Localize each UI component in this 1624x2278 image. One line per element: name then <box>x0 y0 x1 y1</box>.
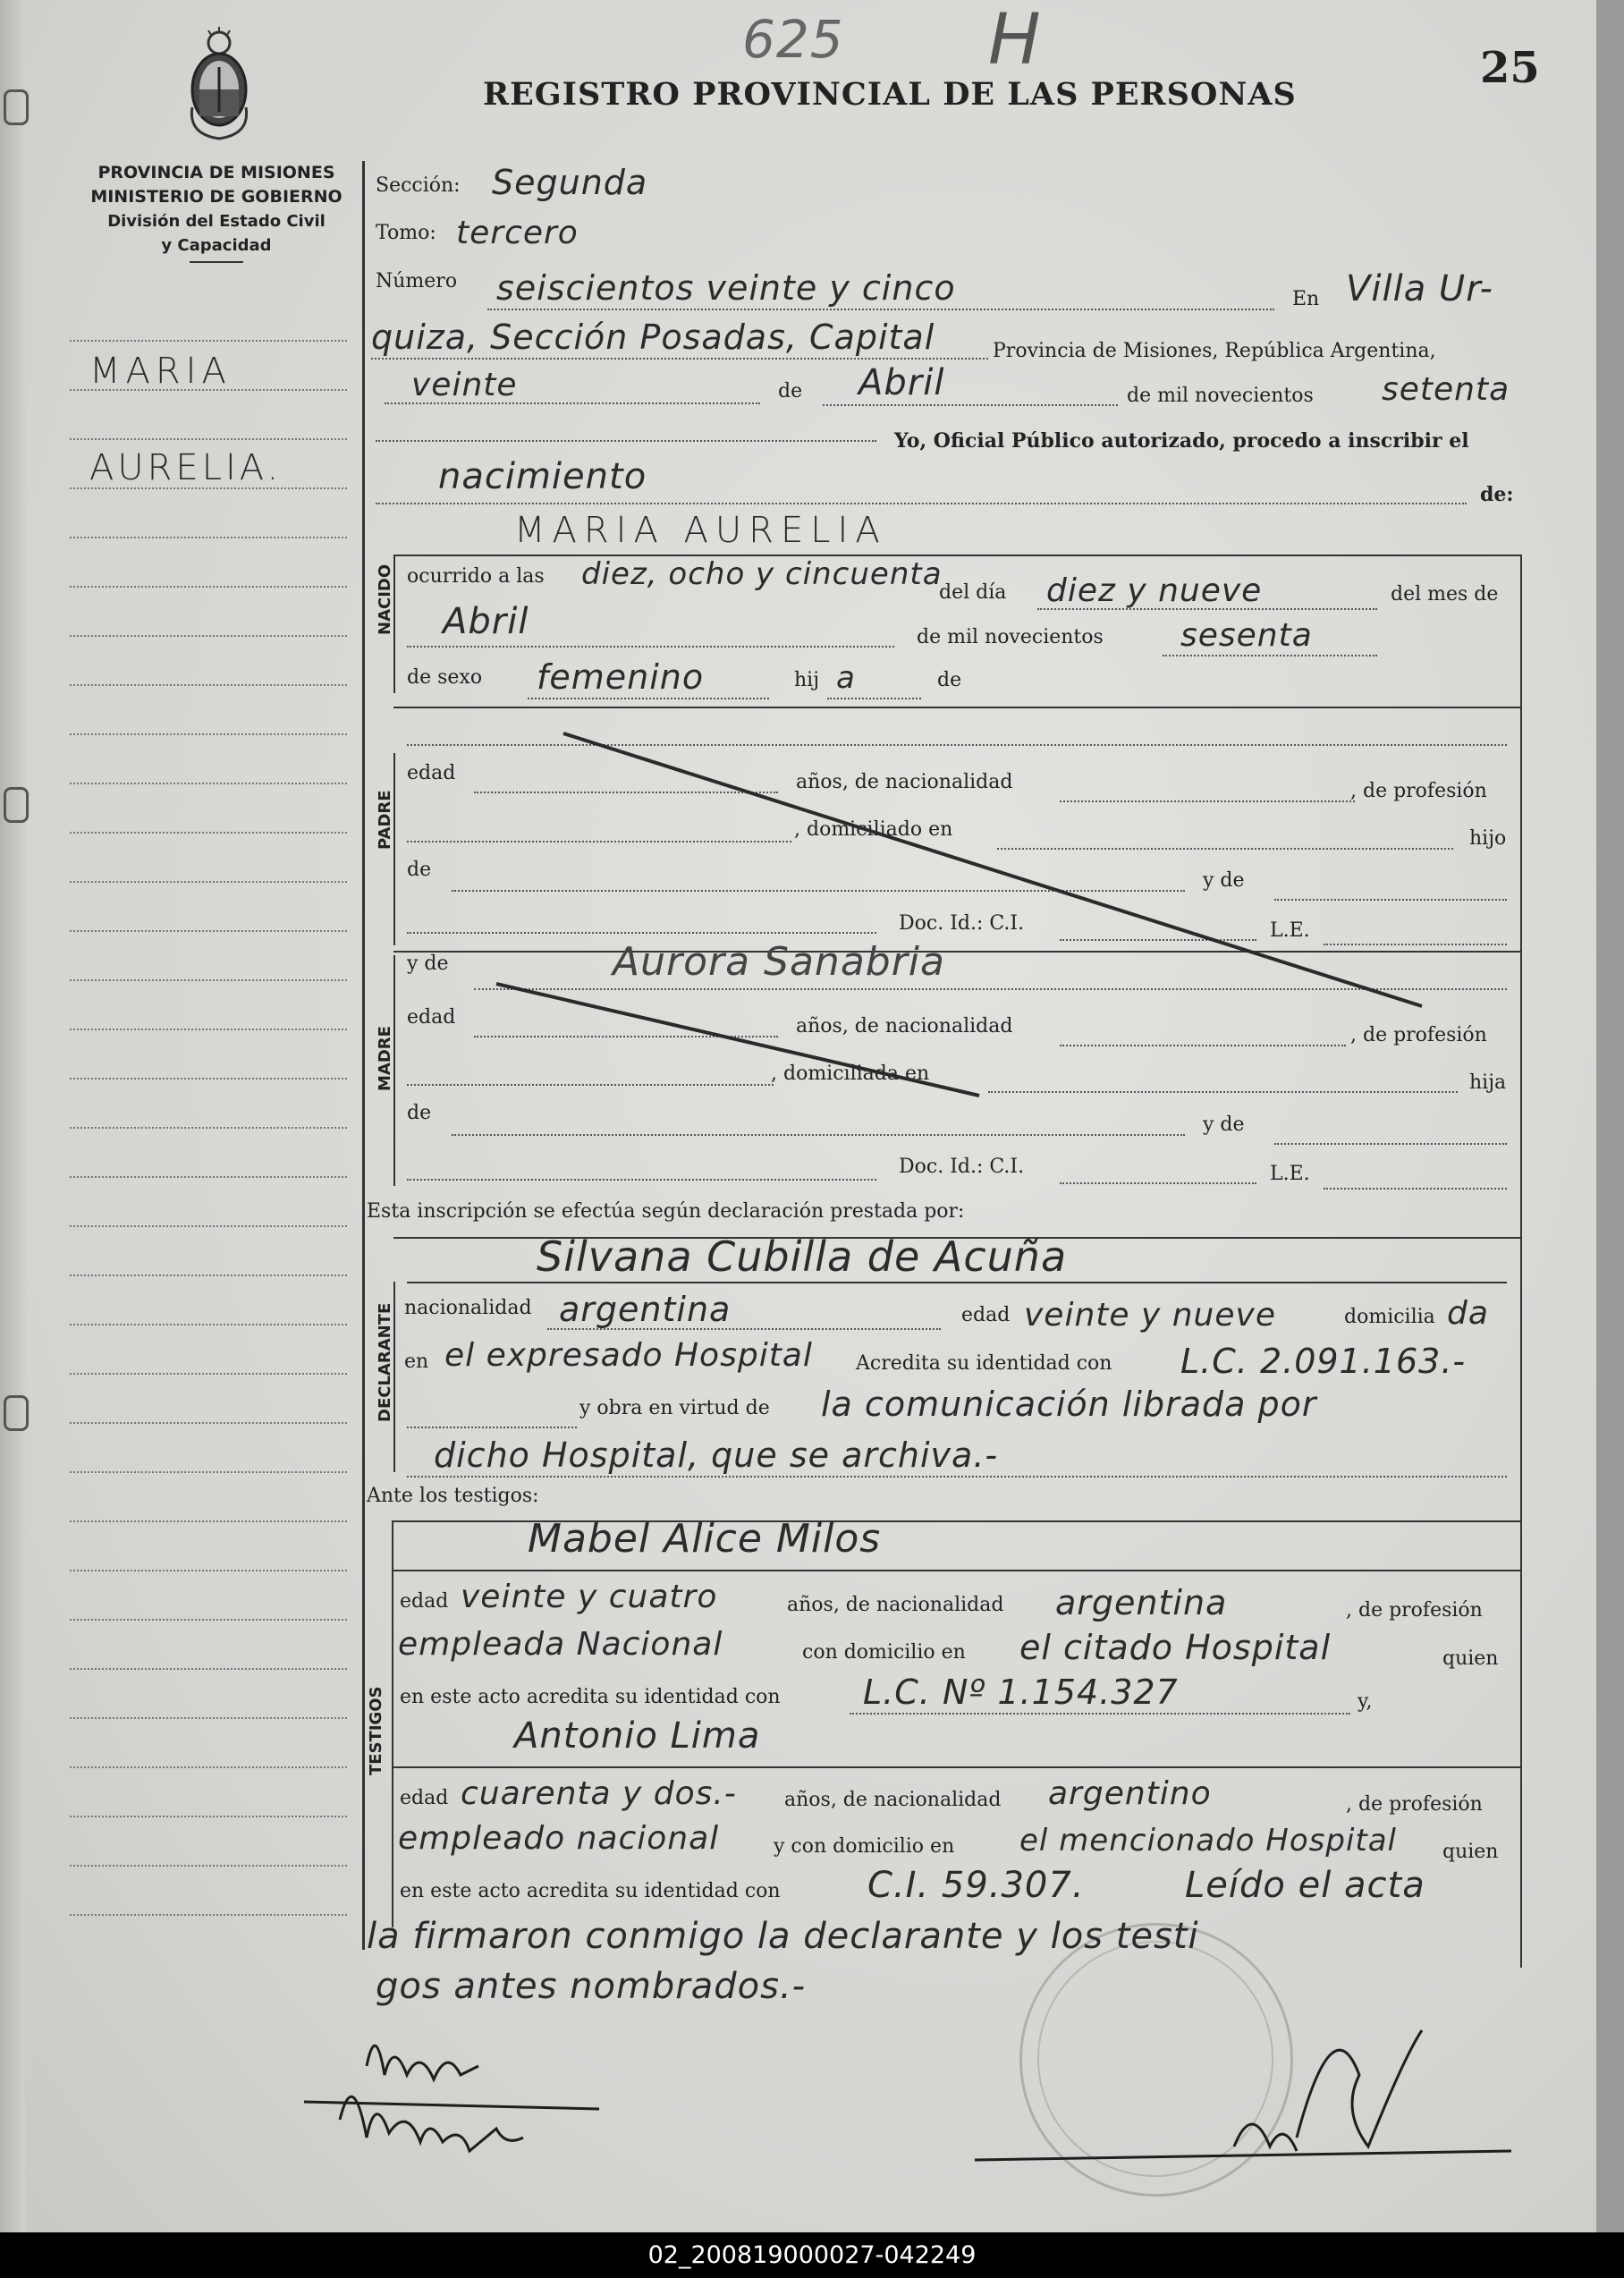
numero-value: seiscientos veinte y cinco <box>496 268 956 308</box>
padre-le-label: L.E. <box>1270 919 1310 942</box>
office-line: y Capacidad <box>161 236 272 255</box>
testigo2-domicilio: el mencionado Hospital <box>1019 1823 1397 1859</box>
de-nac-label: de <box>937 669 962 691</box>
padre-de-label: de <box>407 859 432 881</box>
madre-y-de2-label: y de <box>1203 1114 1245 1136</box>
testigo1-domicilio: el citado Hospital <box>1019 1628 1332 1667</box>
tomo-value: tercero <box>456 215 579 251</box>
declarante-edad: veinte y nueve <box>1024 1297 1276 1334</box>
madre-edad-label: edad <box>407 1006 456 1029</box>
obra-label: y obra en virtud de <box>579 1397 770 1419</box>
padre-domiciliado-label: , domiciliado en <box>794 818 953 841</box>
anio-label: de mil novecientos <box>1127 385 1314 407</box>
dia-value: veinte <box>411 367 518 403</box>
sexo-label: de sexo <box>407 666 483 689</box>
office-line: División del Estado Civil <box>107 212 326 231</box>
cierre-3: gos antes nombrados.- <box>376 1966 807 2007</box>
t2-quien-label: quien <box>1442 1841 1499 1863</box>
testigo1-nombre: Mabel Alice Milos <box>528 1516 882 1562</box>
padre-y-de-label: y de <box>1203 869 1245 892</box>
madre-doc-label: Doc. Id.: C.I. <box>899 1156 1025 1178</box>
t1-profesion-label: , de profesión <box>1346 1599 1483 1622</box>
dia-nac: diez y nueve <box>1046 572 1263 609</box>
page-title: REGISTRO PROVINCIAL DE LAS PERSONAS <box>483 76 1297 113</box>
declarante-domicilio: el expresado Hospital <box>444 1337 813 1374</box>
cierre-1: Leído el acta <box>1185 1865 1425 1906</box>
page-edge <box>1596 0 1624 2232</box>
t1-acredita-label: en este acto acredita su identidad con <box>400 1686 781 1708</box>
t2-edad-label: edad <box>400 1787 449 1809</box>
office-line: MINISTERIO DE GOBIERNO <box>90 187 343 207</box>
page-number: 25 <box>1480 43 1540 93</box>
declarante-label: DECLARANTE <box>376 1302 394 1422</box>
margin-name: MARIA <box>89 351 232 392</box>
testigo1-edad: veinte y cuatro <box>461 1579 718 1615</box>
padre-label: PADRE <box>376 790 394 850</box>
margin-name: AURELIA. <box>89 447 283 488</box>
del-mes-label: del mes de <box>1391 583 1499 605</box>
anio-nac: sesenta <box>1180 617 1313 654</box>
de-colon: de: <box>1480 483 1514 506</box>
lugar-value-cont: quiza, Sección Posadas, Capital <box>371 318 935 357</box>
t2-acredita-label: en este acto acredita su identidad con <box>400 1880 781 1902</box>
en-label: En <box>1292 288 1320 310</box>
t1-edad-label: edad <box>400 1590 449 1613</box>
de-label: de <box>778 380 803 402</box>
testigo1-profesion: empleada Nacional <box>398 1626 723 1663</box>
domicilia-label: domicilia <box>1344 1306 1435 1328</box>
signature-official <box>1234 2030 1422 2151</box>
signatures <box>295 2003 1565 2218</box>
padre-doc-label: Doc. Id.: C.I. <box>899 912 1025 935</box>
madre-hija-label: hija <box>1469 1071 1507 1094</box>
tomo-label: Tomo: <box>376 222 436 244</box>
sexo-value: femenino <box>537 657 705 697</box>
hij-suffix: a <box>836 660 856 696</box>
oficial-text: Yo, Oficial Público autorizado, procedo a inscribir el <box>894 429 1469 453</box>
t1-anos-label: años, de nacionalidad <box>787 1594 1004 1616</box>
seccion-label: Sección: <box>376 174 461 197</box>
anio-nac-label: de mil novecientos <box>917 626 1104 648</box>
testigos-intro: Ante los testigos: <box>367 1485 539 1507</box>
madre-anos-label: años, de nacionalidad <box>796 1015 1013 1037</box>
testigo2-documento: C.I. 59.307. <box>867 1865 1085 1906</box>
padre-edad-label: edad <box>407 762 456 784</box>
office-line: PROVINCIA DE MISIONES <box>97 163 335 182</box>
t2-domicilio-label: y con domicilio en <box>774 1835 955 1858</box>
declarante-edad-label: edad <box>961 1304 1011 1326</box>
t2-anos-label: años, de nacionalidad <box>784 1789 1002 1811</box>
acredita-label: Acredita su identidad con <box>856 1352 1112 1375</box>
declarante-obra: la comunicación librada por <box>821 1385 1317 1424</box>
signature-declarante <box>367 2045 478 2079</box>
declarante-en-label: en <box>404 1351 429 1373</box>
declarante-obra-cont: dicho Hospital, que se archiva.- <box>434 1435 999 1475</box>
madre-domiciliada-label: , domiciliada en <box>771 1063 930 1085</box>
seccion-value: Segunda <box>492 163 648 202</box>
domicilia-suffix: da <box>1447 1295 1489 1332</box>
hora-value: diez, ocho y cincuenta <box>581 556 943 592</box>
padre-anos-label: años, de nacionalidad <box>796 771 1013 793</box>
t1-domicilio-label: con domicilio en <box>802 1641 966 1664</box>
padre-hijo-label: hijo <box>1469 827 1507 850</box>
nacido-nombre: MARIA AURELIA <box>514 510 887 551</box>
mes-nac: Abril <box>443 601 529 642</box>
testigos-label: TESTIGOS <box>367 1686 385 1775</box>
image-caption: 02_200819000027-042249 <box>0 2232 1624 2278</box>
testigo2-edad: cuarenta y dos.- <box>461 1775 737 1812</box>
del-dia-label: del día <box>939 581 1007 604</box>
madre-y-de-label: y de <box>407 953 449 975</box>
testigo2-profesion: empleado nacional <box>398 1820 720 1857</box>
cierre-2: la firmaron conmigo la declarante y los testi <box>367 1916 1199 1957</box>
padre-profesion-label: , de profesión <box>1350 780 1487 802</box>
t1-quien-label: quien <box>1442 1647 1499 1670</box>
madre-label: MADRE <box>376 1026 394 1091</box>
testigo2-nacionalidad: argentino <box>1048 1775 1212 1812</box>
hij-label: hij <box>794 669 820 691</box>
anio-value: setenta <box>1382 371 1510 408</box>
folio-pencil: 625 <box>742 9 844 70</box>
acto-value: nacimiento <box>438 456 647 497</box>
madre-le-label: L.E. <box>1270 1163 1310 1185</box>
declarante-documento: L.C. 2.091.163.- <box>1180 1342 1467 1381</box>
madre-de-label: de <box>407 1102 432 1124</box>
t2-profesion-label: , de profesión <box>1346 1793 1483 1816</box>
provincia-text: Provincia de Misiones, República Argentina, <box>993 340 1436 362</box>
testigo1-documento: L.C. Nº 1.154.327 <box>863 1673 1179 1712</box>
lugar-value: Villa Ur- <box>1346 268 1493 309</box>
numero-label: Número <box>376 270 458 292</box>
t1-y-label: y, <box>1358 1690 1373 1713</box>
madre-nombre: Aurora Sanabria <box>613 939 945 985</box>
madre-profesion-label: , de profesión <box>1350 1024 1487 1046</box>
folio-pencil-suffix: H <box>988 0 1042 80</box>
mes-value: Abril <box>859 362 945 403</box>
testigo1-nacionalidad: argentina <box>1055 1583 1228 1622</box>
nacido-label: NACIDO <box>376 563 394 635</box>
declarante-nacionalidad: argentina <box>559 1290 732 1329</box>
nacionalidad-label: nacionalidad <box>404 1297 532 1319</box>
declarante-nombre: Silvana Cubilla de Acuña <box>537 1232 1068 1281</box>
ocurrido-label: ocurrido a las <box>407 565 545 588</box>
testigo2-nombre: Antonio Lima <box>514 1715 761 1757</box>
declarante-intro: Esta inscripción se efectúa según declaración prestada por: <box>367 1200 965 1223</box>
